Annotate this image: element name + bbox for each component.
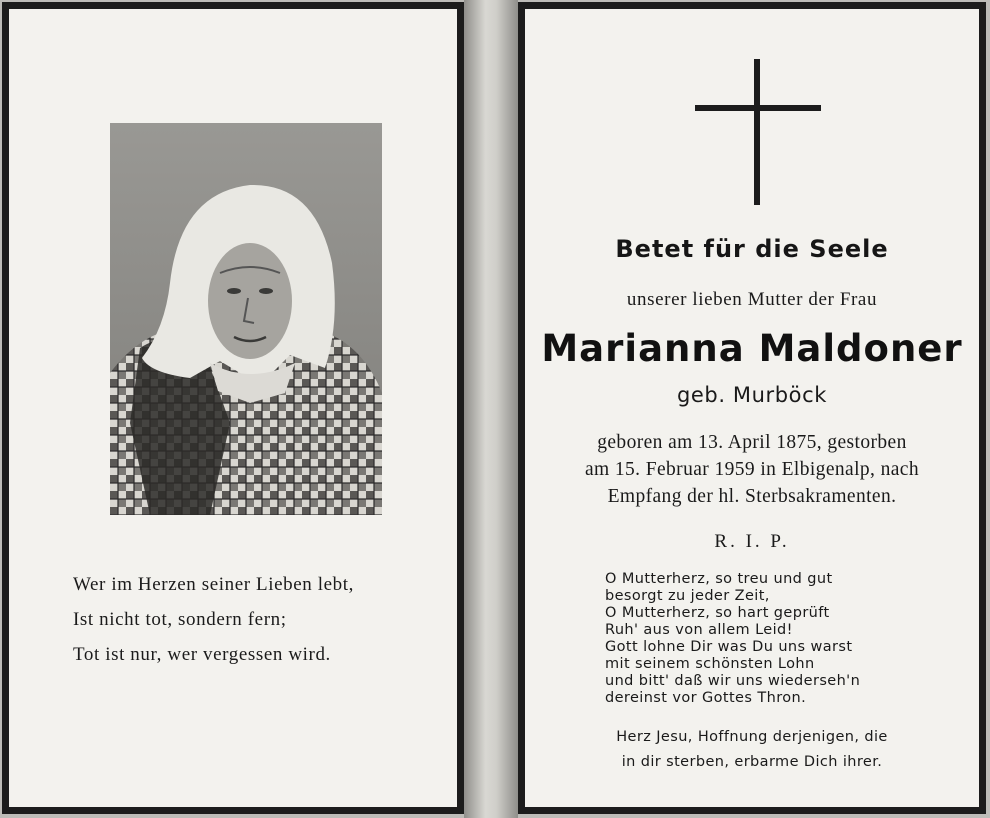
poem-line: mit seinem schönsten Lohn (605, 656, 815, 672)
fold-gutter (464, 0, 518, 818)
dates-line: Empfang der hl. Sterbsakramenten. (607, 486, 897, 507)
closing-prayer (525, 725, 979, 775)
memorial-verse (73, 567, 453, 672)
life-dates (525, 429, 979, 510)
poem-line: O Mutterherz, so hart geprüft (605, 605, 830, 621)
intro-line: unserer lieben Mutter der Frau (626, 289, 878, 310)
poem-line: dereinst vor Gottes Thron. (605, 690, 807, 706)
portrait-photo (110, 123, 382, 515)
memorial-card-right (518, 2, 986, 814)
poem-line: und bitt' daß wir uns wiederseh'n (605, 673, 861, 689)
rip-text: R. I. P. (714, 531, 790, 552)
poem-line: besorgt zu jeder Zeit, (605, 588, 770, 604)
poem-line: O Mutterherz, so treu und gut (605, 571, 833, 587)
deceased-name: Marianna Maldoner (541, 327, 963, 370)
dates-line: am 15. Februar 1959 in Elbigenalp, nach (584, 459, 920, 480)
mother-poem (605, 571, 965, 707)
poem-line: Gott lohne Dir was Du uns warst (605, 639, 853, 655)
prayer-line: in dir sterben, erbarme Dich ihrer. (621, 754, 883, 770)
maiden-name: geb. Murböck (676, 383, 828, 407)
dates-line: geboren am 13. April 1875, gestorben (597, 432, 907, 453)
verse-line: Wer im Herzen seiner Lieben lebt, (73, 574, 354, 595)
latin-cross-icon (695, 59, 821, 205)
prayer-line: Herz Jesu, Hoffnung derjenigen, die (616, 729, 888, 745)
headline: Betet für die Seele (615, 235, 889, 263)
verse-line: Ist nicht tot, sondern fern; (73, 609, 287, 630)
poem-line: Ruh' aus von allem Leid! (605, 622, 793, 638)
memorial-card-left (2, 2, 464, 814)
verse-line: Tot ist nur, wer vergessen wird. (73, 644, 331, 665)
